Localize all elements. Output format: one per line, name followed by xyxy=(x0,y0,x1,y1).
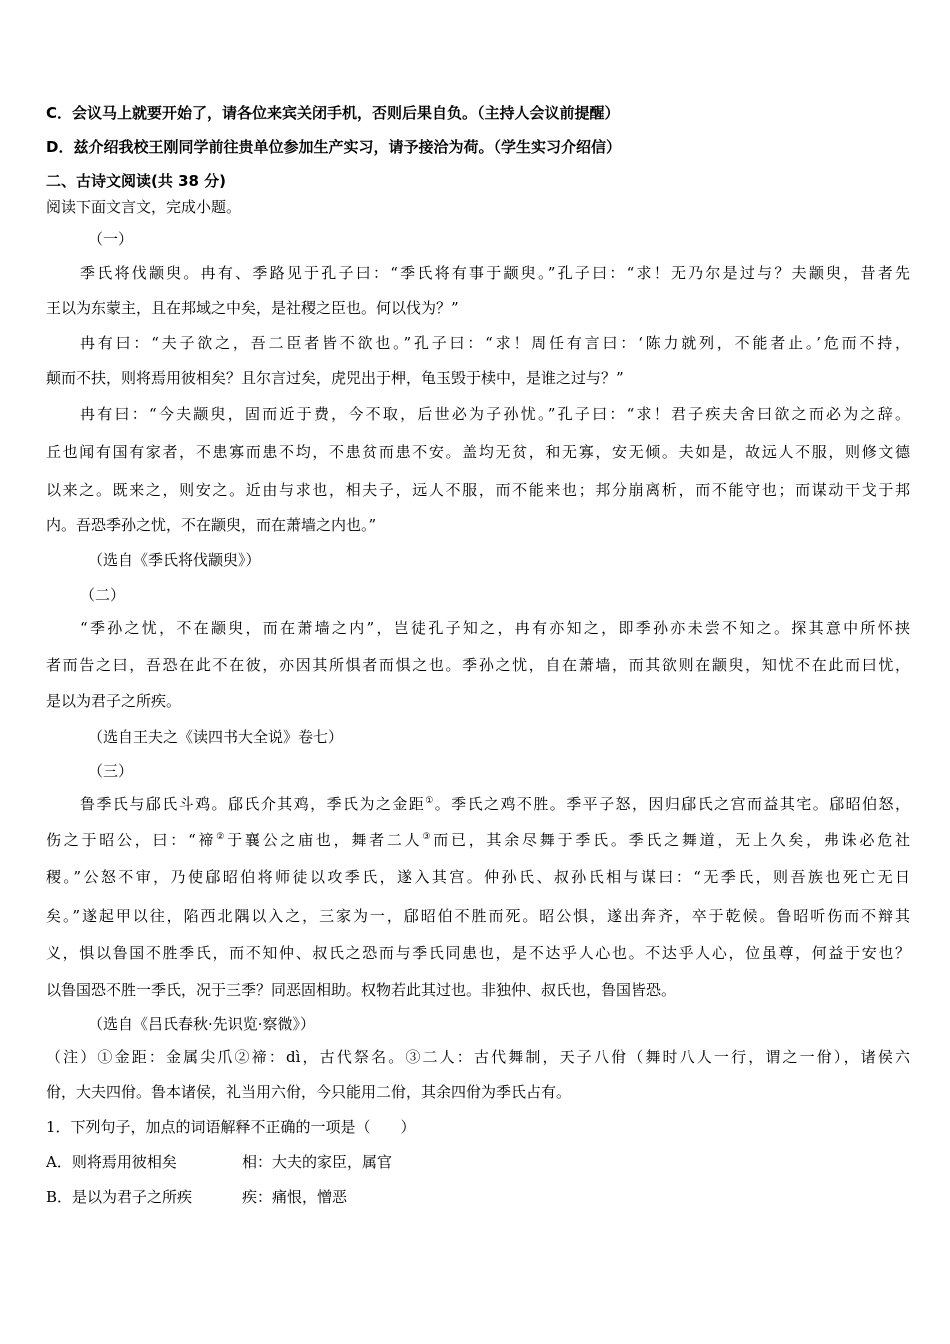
passage1-line: 冉有曰：“今夫颛臾，固而近于费，今不取，后世必为子孙忧。”孔子曰：“求！君子疾夫舍曰欲之而必为之辞。 xyxy=(80,405,910,423)
passage3-line: 稷。”公怒不审，乃使郈昭伯将师徒以攻季氏，遂入其宫。仲孙氏、叔孙氏相与谋曰：“无季氏，则吾族也死亡无日 xyxy=(46,868,910,886)
option-label: B．是以为君子之所疾 xyxy=(46,1188,193,1206)
question1-stem: 1．下列句子，加点的词语解释不正确的一项是（ ） xyxy=(46,1118,416,1136)
passage1-line: 以来之。既来之，则安之。近由与求也，相夫子，远人不服，而不能来也；邦分崩离析，而不能守也；而谋动干戈于邦 xyxy=(46,481,910,499)
notes-line: 佾，大夫四佾。鲁本诸侯，礼当用六佾，今只能用二佾，其余四佾为季氏占有。 xyxy=(46,1083,572,1101)
option-explain: 相：大夫的家臣，属官 xyxy=(242,1153,393,1171)
passage3-line: 伤之于昭公，曰：“禘②于襄公之庙也，舞者二人③而已，其余尽舞于季氏。季氏之舞道，无上久矣，弗诛必危社 xyxy=(46,831,910,849)
passage1-line: 丘也闻有国有家者，不患寡而患不均，不患贫而患不安。盖均无贫，和无寡，安无倾。夫如是，故远人不服，则修文德 xyxy=(46,443,910,461)
footnote-mark: ① xyxy=(425,796,435,806)
footnote-mark: ③ xyxy=(422,832,434,842)
option-d: D．兹介绍我校王刚同学前往贵单位参加生产实习，请予接洽为荷。（学生实习介绍信） xyxy=(46,138,621,156)
passage2-source: （选自王夫之《读四书大全说》卷七） xyxy=(88,728,344,746)
passage3-line: 矣。”遂起甲以往，陷西北隅以入之，三家为一，郈昭伯不胜而死。昭公惧，遂出奔齐，卒于乾候。鲁昭听伤而不辩其 xyxy=(46,907,910,925)
section-title: 二、古诗文阅读(共 38 分) xyxy=(46,172,227,190)
passage3-line: 以鲁国恐不胜一季氏，况于三季？同恶固相助。权物若此其过也。非独仲、叔氏也，鲁国皆恐。 xyxy=(46,981,677,999)
notes-line: （注）①金距：金属尖爪②禘：dì，古代祭名。③二人：古代舞制，天子八佾（舞时八人一行，谓之一佾），诸侯六 xyxy=(46,1048,910,1066)
passage1-label: （一） xyxy=(88,230,134,248)
option-c: C．会议马上就要开始了，请各位来宾关闭手机，否则后果自负。（主持人会议前提醒） xyxy=(46,104,620,122)
footnote-mark: ② xyxy=(216,832,228,842)
passage3-source: （选自《吕氏春秋·先识览·察微》） xyxy=(88,1015,316,1033)
question1-option-b xyxy=(46,1187,910,1207)
passage2-label: （二） xyxy=(80,586,126,604)
passage1-line: 冉有曰：“夫子欲之，吾二臣者皆不欲也。”孔子曰：“求！周任有言曰：‘陈力就列，不能者止。’危而不持， xyxy=(80,334,910,352)
passage1-line: 颠而不扶，则将焉用彼相矣？且尔言过矣，虎兕出于柙，龟玉毁于椟中，是谁之过与？” xyxy=(46,369,624,387)
passage1-line: 季氏将伐颛臾。冉有、季路见于孔子曰：“季氏将有事于颛臾。”孔子曰：“求！无乃尔是过与？夫颛臾，昔者先 xyxy=(80,264,910,282)
passage3-line: 义，惧以鲁国不胜季氏，而不知仲、叔氏之恐而与季氏同患也，是不达乎人心也。不达乎人心，位虽尊，何益于安也？ xyxy=(46,944,910,962)
option-label: A．则将焉用彼相矣 xyxy=(46,1153,177,1171)
passage2-line: 是以为君子之所疾。 xyxy=(46,692,182,710)
passage3-label: （三） xyxy=(88,762,134,780)
passage1-line: 内。吾恐季孙之忧，不在颛臾，而在萧墙之内也。” xyxy=(46,516,377,534)
option-explain: 疾：痛恨，憎恶 xyxy=(242,1188,348,1206)
passage2-line: 者而告之曰，吾恐在此不在彼，亦因其所惧者而惧之也。季孙之忧，自在萧墙，而其欲则在颛臾，知忧不在此而曰忧， xyxy=(46,656,910,674)
passage1-source: （选自《季氏将伐颛臾》） xyxy=(88,551,261,569)
section-instruction: 阅读下面文言文，完成小题。 xyxy=(46,198,242,216)
passage2-line: “季孙之忧，不在颛臾，而在萧墙之内”，岂徒孔子知之，冉有亦知之，即季孙亦未尝不知之。探其意中所怀挟 xyxy=(80,619,910,637)
question1-option-a xyxy=(46,1152,910,1172)
passage3-line: 鲁季氏与郈氏斗鸡。郈氏介其鸡，季氏为之金距①。季氏之鸡不胜。季平子怒，因归郈氏之宫而益其宅。郈昭伯怒， xyxy=(80,795,910,813)
passage1-line: 王以为东蒙主，且在邦域之中矣，是社稷之臣也。何以伐为？” xyxy=(46,299,459,317)
